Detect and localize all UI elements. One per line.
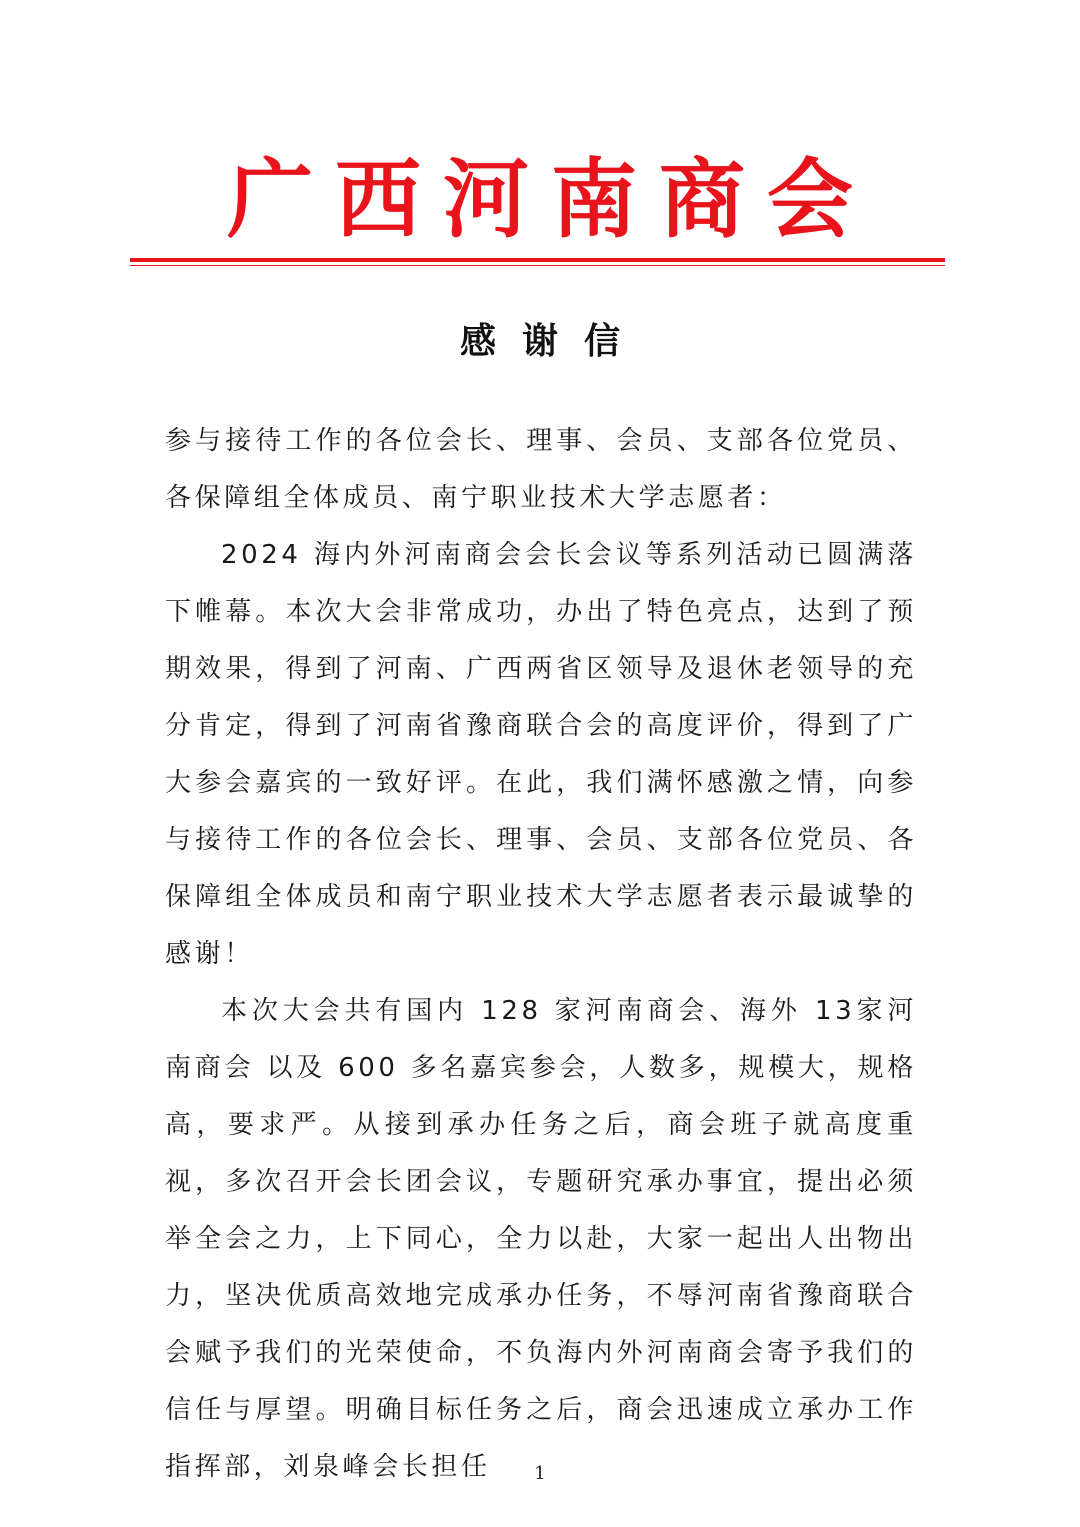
letter-paragraph: 2024 海内外河南商会会长会议等系列活动已圆满落下帷幕。本次大会非常成功，办出了特色亮点，达到了预期效果，得到了河南、广西两省区领导及退休老领导的充分肯定，得到了河南省豫商联合会的高度评价，得到了广大参会嘉宾的一致好评。在此，我们满怀感激之情，向参与接待工作的各位会长、理事、会员、支部各位党员、各保障组全体成员和南宁职业技术大学志愿者表示最诚挚的感谢！ xyxy=(165,540,917,969)
letterhead-divider xyxy=(130,258,945,262)
letter-title: 感谢信 xyxy=(459,321,646,362)
organization-name: 广西河南商会 xyxy=(227,149,875,250)
letter-salutation: 参与接待工作的各位会长、理事、会员、支部各位党员、各保障组全体成员、南宁职业技术大学志愿者： xyxy=(165,426,917,513)
page-number: 1 xyxy=(534,1463,546,1484)
letter-body xyxy=(165,413,917,1496)
letter-paragraph: 本次大会共有国内 128 家河南商会、海外 13家河南商会 以及 600 多名嘉宾参会，人数多，规模大，规格高，要求严。从接到承办任务之后，商会班子就高度重视，多次召开会长团会议，专题研究承办事宜，提出必须举全会之力，上下同心，全力以赴，大家一起出人出物出力，坚决优质高效地完成承办任务，不辱河南省豫商联合会赋予我们的光荣使命，不负海内外河南商会寄予我们的信任与厚望。明确目标任务之后，商会迅速成立承办工作指挥部，刘泉峰会长担任 xyxy=(165,996,917,1482)
letterhead-divider-thin xyxy=(130,265,945,266)
